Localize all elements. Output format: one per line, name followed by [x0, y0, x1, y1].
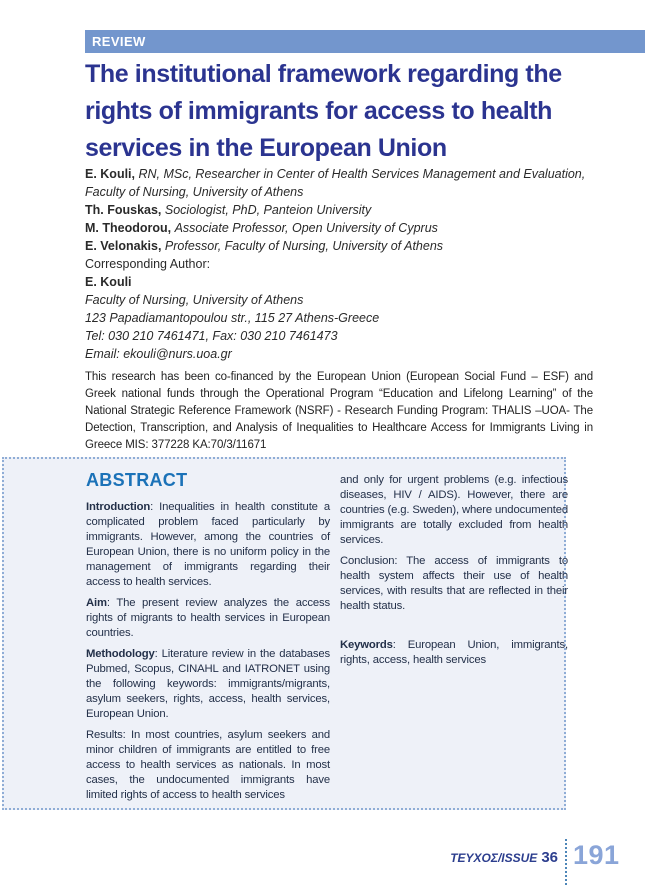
keywords-paragraph: Keywords: European Union, immigrants, rights, access, health services	[340, 639, 568, 666]
abstract-left-column	[86, 470, 330, 809]
abstract-paragraph-aim: Aim: The present review analyzes the access rights of migrants to health services in European countries.	[86, 597, 330, 639]
corresponding-name: E. Kouli	[85, 275, 132, 289]
author-line	[85, 201, 600, 219]
author-role: Associate Professor, Open University of Cyprus	[174, 221, 438, 235]
article-title	[85, 56, 562, 167]
banner-label: REVIEW	[92, 34, 146, 49]
abstract-right-column	[340, 473, 568, 674]
author-name: E. Kouli,	[85, 167, 135, 181]
abstract-lead: Methodology	[86, 648, 155, 660]
page-number: 191	[573, 840, 620, 870]
author-line	[85, 219, 600, 237]
abstract-lead: Aim	[86, 597, 107, 609]
funding-note: This research has been co-financed by the European Union (European Social Fund – ESF) and Greek national funds through the Operational Program “Education and Lifelong Learning” of the National Strategic Reference Framework (NSRF) - Research Funding Program: THALIS –UOA- The Detection, Transcription, and Analysis of Inequalities to Healthcare Access for Immigrants Living in Greece MIS: 377228 KA:70/3/11671	[85, 371, 593, 451]
corresponding-address: 123 Papadiamantopoulou str., 115 27 Athens-Greece	[85, 311, 380, 325]
author-name: M. Theodorou,	[85, 221, 172, 235]
corresponding-email: Email: ekouli@nurs.uoa.gr	[85, 347, 232, 361]
footer-divider	[565, 839, 567, 885]
footer-issue	[0, 849, 558, 867]
abstract-paragraph-results: Results: In most countries, asylum seekers and minor children of immigrants are entitled to free access to health services as nationals. In most cases, the undocumented immigrants have limited rights of access to health services	[86, 729, 330, 801]
abstract-paragraph-introduction: Introduction: Inequalities in health constitute a complicated problem faced particularly by immigrants. However, among the countries of European Union, there is no uniform policy in the management of immigrants regarding their access to health services.	[86, 501, 330, 588]
author-name: E. Velonakis,	[85, 239, 162, 253]
title-line: The institutional framework regarding the	[85, 60, 562, 88]
abstract-lead: Introduction	[86, 501, 151, 513]
title-line: rights of immigrants for access to health	[85, 97, 553, 125]
author-name: Th. Fouskas,	[85, 203, 162, 217]
corresponding-detail: Faculty of Nursing, University of Athens	[85, 293, 304, 307]
author-block	[85, 165, 600, 363]
abstract-paragraph-conclusion: Conclusion: The access of immigrants to health system affects their use of health services, with results that are reflected in their health status.	[340, 555, 568, 612]
abstract-heading: ABSTRACT	[86, 470, 188, 490]
issue-number: 36	[541, 849, 558, 866]
abstract-paragraph-methodology: Methodology: Literature review in the databases Pubmed, Scopus, CINAHL and IATRONET using the following keywords: immigrants/migrants, asylum seekers, rights, access, health services, European Union.	[86, 648, 330, 720]
review-banner	[85, 30, 645, 53]
author-role: Sociologist, PhD, Panteion University	[164, 203, 372, 217]
author-line	[85, 237, 600, 255]
keywords-lead: Keywords	[340, 639, 393, 651]
issue-label: ΤΕΥΧΟΣ/ISSUE	[450, 851, 538, 865]
abstract-box	[2, 457, 566, 810]
author-role: Professor, Faculty of Nursing, University of Athens	[164, 239, 444, 253]
corresponding-phone-fax: Tel: 030 210 7461471, Fax: 030 210 7461473	[85, 329, 338, 343]
title-line: services in the European Union	[85, 134, 447, 162]
abstract-paragraph-results-continued: and only for urgent problems (e.g. infectious diseases, HIV / AIDS). However, there are countries (e.g. Sweden), where undocumented immigrants are totally excluded from health services.	[340, 474, 568, 546]
author-line	[85, 165, 600, 201]
author-role: RN, MSc, Researcher in Center of Health Services Management and Evaluation, Faculty of Nursing, University of Athens	[85, 167, 586, 199]
corresponding-label: Corresponding Author:	[85, 257, 211, 271]
